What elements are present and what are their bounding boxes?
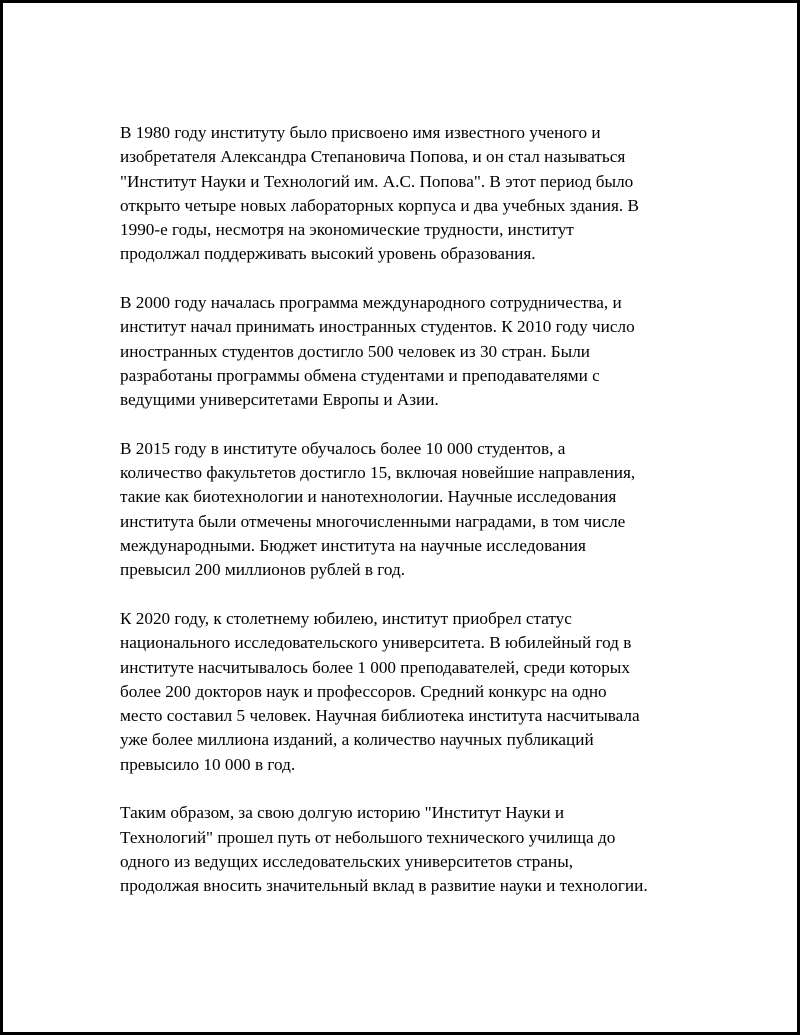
text-line: К 2020 году, к столетнему юбилею, институт приобрел статус (120, 608, 572, 628)
text-line: превысил 200 миллионов рублей в год. (120, 560, 406, 580)
text-line: продолжая вносить значительный вклад в развитие науки и технологии. (120, 876, 648, 896)
text-line: разработаны программы обмена студентами и преподавателями с (120, 365, 600, 385)
text-line: иностранных студентов достигло 500 человек из 30 стран. Были (120, 341, 590, 361)
text-line: "Институт Науки и Технологий им. А.С. Попова". В этот период было (120, 171, 634, 191)
text-line: открыто четыре новых лабораторных корпуса и два учебных здания. В (120, 195, 639, 215)
text-line: В 1980 году институту было присвоено имя известного ученого и (120, 123, 601, 142)
paragraph-2 (120, 291, 720, 412)
text-line: Технологий" прошел путь от небольшого технического училища до (120, 827, 616, 847)
text-line: институт начал принимать иностранных студентов. К 2010 году число (120, 317, 635, 337)
document-body (120, 121, 720, 923)
paragraph-3 (120, 437, 720, 583)
text-line: институте насчитывалось более 1 000 преподавателей, среди которых (120, 657, 630, 677)
text-line: 1990-е годы, несмотря на экономические трудности, институт (120, 220, 574, 240)
text-line: Таким образом, за свою долгую историю "Институт Науки и (120, 803, 565, 823)
text-line: В 2000 году началась программа международного сотрудничества, и (120, 293, 622, 313)
paragraph-1 (120, 121, 720, 267)
text-line: одного из ведущих исследовательских университетов страны, (120, 851, 574, 871)
text-line: более 200 докторов наук и профессоров. Средний конкурс на одно (120, 681, 607, 701)
text-line: ведущими университетами Европы и Азии. (120, 390, 439, 410)
text-line: изобретателя Александра Степановича Попова, и он стал называться (120, 147, 626, 167)
text-line: международными. Бюджет института на научные исследования (120, 536, 586, 556)
text-line: продолжал поддерживать высокий уровень образования. (120, 244, 536, 264)
text-line: уже более миллиона изданий, а количество научных публикаций (120, 730, 594, 750)
text-line: В 2015 году в институте обучалось более 10 000 студентов, а (120, 438, 566, 458)
text-line: количество факультетов достигло 15, включая новейшие направления, (120, 463, 636, 483)
paragraph-5 (120, 801, 720, 898)
text-line: национального исследовательского университета. В юбилейный год в (120, 633, 632, 653)
paragraph-4 (120, 607, 720, 777)
text-line: института были отмечены многочисленными наградами, в том числе (120, 511, 626, 531)
text-line: такие как биотехнологии и нанотехнологии. Научные исследования (120, 487, 617, 507)
text-line: место составил 5 человек. Научная библиотека института насчитывала (120, 706, 640, 726)
text-line: превысило 10 000 в год. (120, 754, 296, 774)
